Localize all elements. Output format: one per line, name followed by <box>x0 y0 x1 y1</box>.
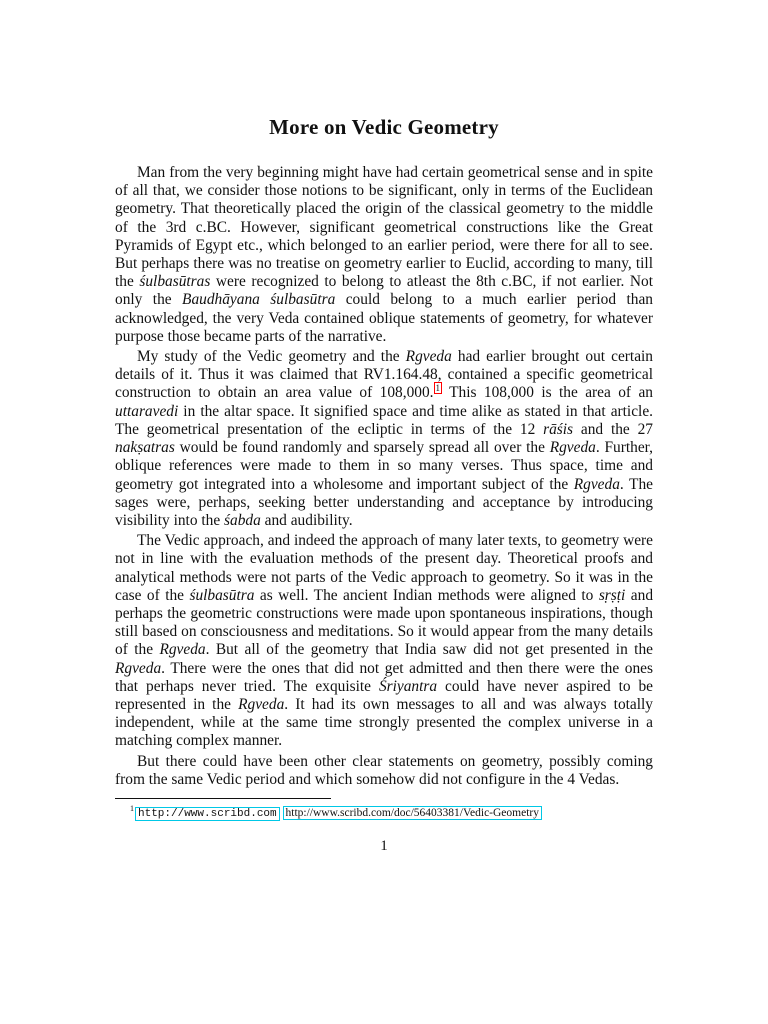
text-run: and audibility. <box>260 511 353 529</box>
footnote-ref-link[interactable]: 1 <box>435 383 441 394</box>
text-run: were recognized to belong to atleast the 8th c.BC, if not earlier. Not only the <box>115 273 654 309</box>
page-content <box>115 112 653 791</box>
page-title: More on Vedic Geometry <box>269 115 499 139</box>
italic-term: Rgveda <box>115 659 162 677</box>
italic-term: Baudhāyana śulbasūtra <box>182 291 336 309</box>
body-text <box>115 164 653 789</box>
text-run: . It had its own messages to all and was always totally independent, while at the same time strongly presented the complex universe in a matching complex manner. <box>115 696 654 750</box>
text-run: . The sages were, perhaps, seeking better understanding and acceptance by introducing visibility into the <box>115 475 653 529</box>
footnote-mark: 1 <box>130 804 134 813</box>
footnote-rule <box>115 798 331 799</box>
italic-term: sṛṣṭi <box>598 586 626 604</box>
paragraph-1 <box>115 164 653 346</box>
text-run: But there could have been other clear statements on geometry, possibly coming from the same Vedic period and which somehow did not configure in the 4 Vedas. <box>115 752 653 788</box>
text-run: . Further, oblique references were made to them in so many verses. Thus space, time and geometry got integrated into a wholesome and important subject of the <box>115 439 654 493</box>
paragraph-3 <box>115 532 653 750</box>
text-run: in the altar space. It signified space and time alike as stated in that article. The geometrical presentation of the ecliptic in terms of the 12 <box>115 402 653 438</box>
text-run: could belong to a much earlier period than acknowledged, the very Veda contained oblique statements of geometry, for whatever purpose those became parts of the narrative. <box>115 291 653 345</box>
text-run: and perhaps the geometric constructions were made upon spontaneous inspirations, though still based on consciousness and meditations. So it would appear from the many details of the <box>115 586 654 659</box>
italic-term: nakṣatras <box>115 439 175 457</box>
italic-term: Rgveda <box>159 641 206 659</box>
text-run: . There were the ones that did not get admitted and then there were the ones that perhaps never tried. The exquisite <box>115 659 653 695</box>
italic-term: śabda <box>224 511 261 529</box>
text-run: Man from the very beginning might have had certain geometrical sense and in spite of all that, we consider those notions to be significant, only in terms of the Euclidean geometry. That theoretically placed the origin of the classical geometry to the middle of the 3rd c.BC. However, significant geometrical constructions like the Great Pyramids of Egypt etc., which belonged to an earlier period, were there for all to see. But perhaps there was no treatise on geometry earlier to Euclid, according to many, till the <box>115 164 653 291</box>
italic-term: Rgveda <box>238 696 285 714</box>
italic-term: rāśis <box>543 420 574 438</box>
italic-term: Rgveda <box>573 475 620 493</box>
text-run: . But all of the geometry that India saw did not get presented in the <box>205 641 653 659</box>
italic-term: uttaravedi <box>115 402 179 420</box>
text-run: The Vedic approach, and indeed the approach of many later texts, to geometry were not in line with the evaluation methods of the present day. Theoretical proofs and analytical methods were not parts of the Vedic approach to geometry. So it was in the case of the <box>115 532 653 604</box>
italic-term: Rgveda <box>405 348 452 366</box>
text-run: had earlier brought out certain details of it. Thus it was claimed that RV1.164.48, contained a specific geometrical construction to obtain an area value of 108,000. <box>115 348 654 402</box>
paragraph-2 <box>115 348 653 530</box>
paragraph-4 <box>115 753 653 789</box>
text-run: as well. The ancient Indian methods were aligned to <box>254 586 599 604</box>
text-run: and the 27 <box>573 420 653 438</box>
italic-term: śulbasūtras <box>139 273 211 291</box>
footnote <box>130 801 542 822</box>
text-run: My study of the Vedic geometry and the <box>137 348 406 366</box>
footnote-link-short[interactable]: http://www.scribd.com <box>135 807 280 821</box>
italic-term: Rgveda <box>549 439 596 457</box>
footnote-link-full[interactable]: http://www.scribd.com/doc/56403381/Vedic-Geometry <box>283 806 542 820</box>
italic-term: śulbasūtra <box>189 586 255 604</box>
page-number: 1 <box>380 838 388 854</box>
text-run: This 108,000 is the area of an <box>442 384 653 402</box>
italic-term: Śriyantra <box>378 677 438 695</box>
text-run: would be found randomly and sparsely spread all over the <box>174 439 550 457</box>
text-run: could have never aspired to be represented in the <box>115 677 653 714</box>
